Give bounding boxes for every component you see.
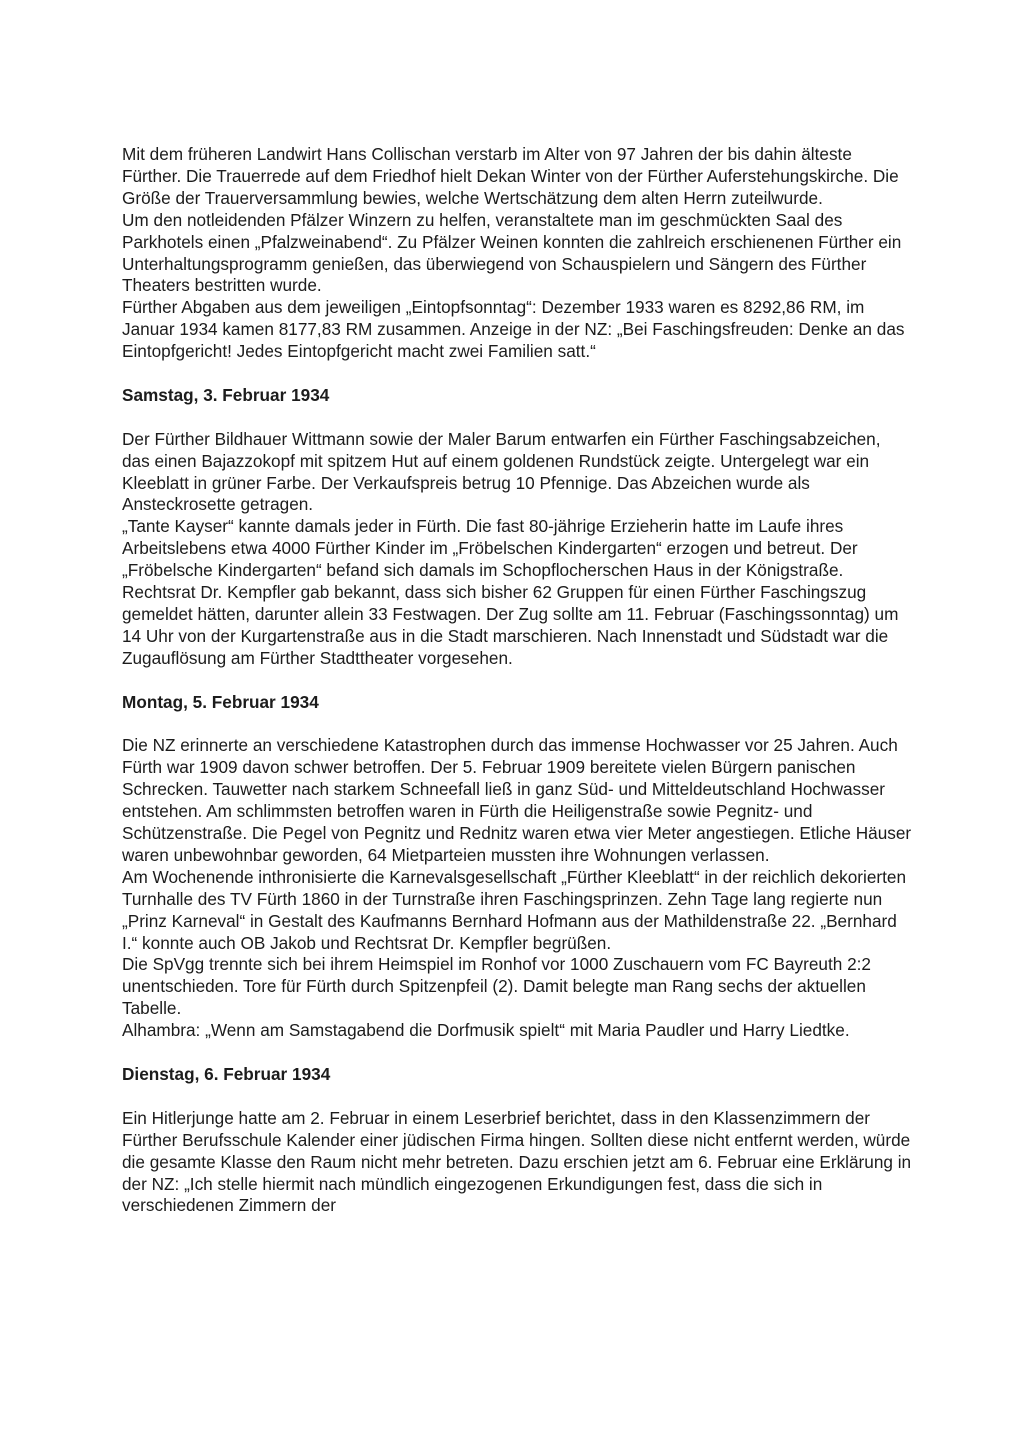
samstag-paragraph-3: Rechtsrat Dr. Kempfler gab bekannt, dass sich bisher 62 Gruppen für einen Fürther Faschingszug gemeldet hätten, darunter allein 33 Festwagen. Der Zug sollte am 11. Februar (Faschingssonntag) um 14 Uhr von der Kurgartenstraße aus in die Stadt marschieren. Nach Innenstadt und Südstadt war die Zugauflösung am Fürther Stadttheater vorgesehen.: [122, 582, 899, 668]
intro-paragraph-2: Um den notleidenden Pfälzer Winzern zu helfen, veranstaltete man im geschmückten Saal des Parkhotels einen „Pfalzweinabend“. Zu Pfälzer Weinen konnten die zahlreich erschienenen Fürther ein Unterhaltungsprogramm genießen, das überwiegend von Schauspielern und Sängern des Fürther Theaters bestritten wurde.: [122, 209, 902, 296]
samstag-section: [122, 385, 912, 670]
montag-section: [122, 692, 912, 1042]
montag-paragraph-3: Die SpVgg trennte sich bei ihrem Heimspiel im Ronhof vor 1000 Zuschauern vom FC Bayreuth 2:2 unentschieden. Tore für Fürth durch Spitzenpfeil (2). Damit belegte man Rang sechs der aktuellen Tabelle.: [122, 954, 871, 1019]
document-page: [122, 144, 912, 1217]
intro-paragraph-3: Fürther Abgaben aus dem jeweiligen „Eintopfsonntag“: Dezember 1933 waren es 8292,86 RM, im Januar 1934 kamen 8177,83 RM zusammen. Anzeige in der NZ: „Bei Faschingsfreuden: Denke an das Eintopfgericht! Jedes Eintopfgericht macht zwei Familien satt.“: [122, 297, 905, 362]
montag-paragraph-2: Am Wochenende inthronisierte die Karnevalsgesellschaft „Fürther Kleeblatt“ in der reichlich dekorierten Turnhalle des TV Fürth 1860 in der Turnstraße ihren Faschingsprinzen. Zehn Tage lang regierte nun „Prinz Karneval“ in Gestalt des Kaufmanns Bernhard Hofmann aus der Mathildenstraße 22. „Bernhard I.“ konnte auch OB Jakob und Rechtsrat Dr. Kempfler begrüßen.: [122, 866, 907, 953]
montag-paragraph-4: Alhambra: „Wenn am Samstagabend die Dorfmusik spielt“ mit Maria Paudler und Harry Liedtke.: [122, 1020, 850, 1041]
dienstag-heading: Dienstag, 6. Februar 1934: [122, 1063, 331, 1084]
samstag-paragraph-2: „Tante Kayser“ kannte damals jeder in Fürth. Die fast 80-jährige Erzieherin hatte im Laufe ihres Arbeitslebens etwa 4000 Fürther Kinder im „Fröbelschen Kindergarten“ erzogen und betreut. Der „Fröbelsche Kindergarten“ befand sich damals im Schopflocherschen Haus in der Königstraße.: [122, 516, 858, 581]
samstag-paragraph-1: Der Fürther Bildhauer Wittmann sowie der Maler Barum entwarfen ein Fürther Faschingsabzeichen, das einen Bajazzokopf mit spitzem Hut auf einem goldenen Rundstück zeigte. Untergelegt war ein Kleeblatt in grüner Farbe. Der Verkaufspreis betrug 10 Pfennige. Das Abzeichen wurde als Ansteckrosette getragen.: [122, 428, 881, 515]
intro-section: [122, 144, 912, 363]
montag-heading: Montag, 5. Februar 1934: [122, 691, 319, 712]
dienstag-section: [122, 1064, 912, 1217]
intro-paragraph-1: Mit dem früheren Landwirt Hans Collischan verstarb im Alter von 97 Jahren der bis dahin älteste Fürther. Die Trauerrede auf dem Friedhof hielt Dekan Winter von der Fürther Auferstehungskirche. Die Größe der Trauerversammlung bewies, welche Wertschätzung dem alten Herrn zuteilwurde.: [122, 144, 899, 208]
dienstag-paragraph-1: Ein Hitlerjunge hatte am 2. Februar in einem Leserbrief berichtet, dass in den Klassenzimmern der Fürther Berufsschule Kalender einer jüdischen Firma hingen. Sollten diese nicht entfernt werden, würde die gesamte Klasse den Raum nicht mehr betreten. Dazu erschien jetzt am 6. Februar eine Erklärung in der NZ: „Ich stelle hiermit nach mündlich eingezogenen Erkundigungen fest, dass die sich in verschiedenen Zimmern der: [122, 1107, 912, 1216]
samstag-heading: Samstag, 3. Februar 1934: [122, 384, 330, 405]
montag-paragraph-1: Die NZ erinnerte an verschiedene Katastrophen durch das immense Hochwasser vor 25 Jahren. Auch Fürth war 1909 davon schwer betroffen. Der 5. Februar 1909 bereitete vielen Bürgern panischen Schrecken. Tauwetter nach starkem Schneefall ließ in ganz Süd- und Mitteldeutschland Hochwasser entstehen. Am schlimmsten betroffen waren in Fürth die Heiligenstraße sowie Pegnitz- und Schützenstraße. Die Pegel von Pegnitz und Rednitz waren etwa vier Meter angestiegen. Etliche Häuser waren unbewohnbar geworden, 64 Mietparteien mussten ihre Wohnungen verlassen.: [122, 735, 912, 865]
